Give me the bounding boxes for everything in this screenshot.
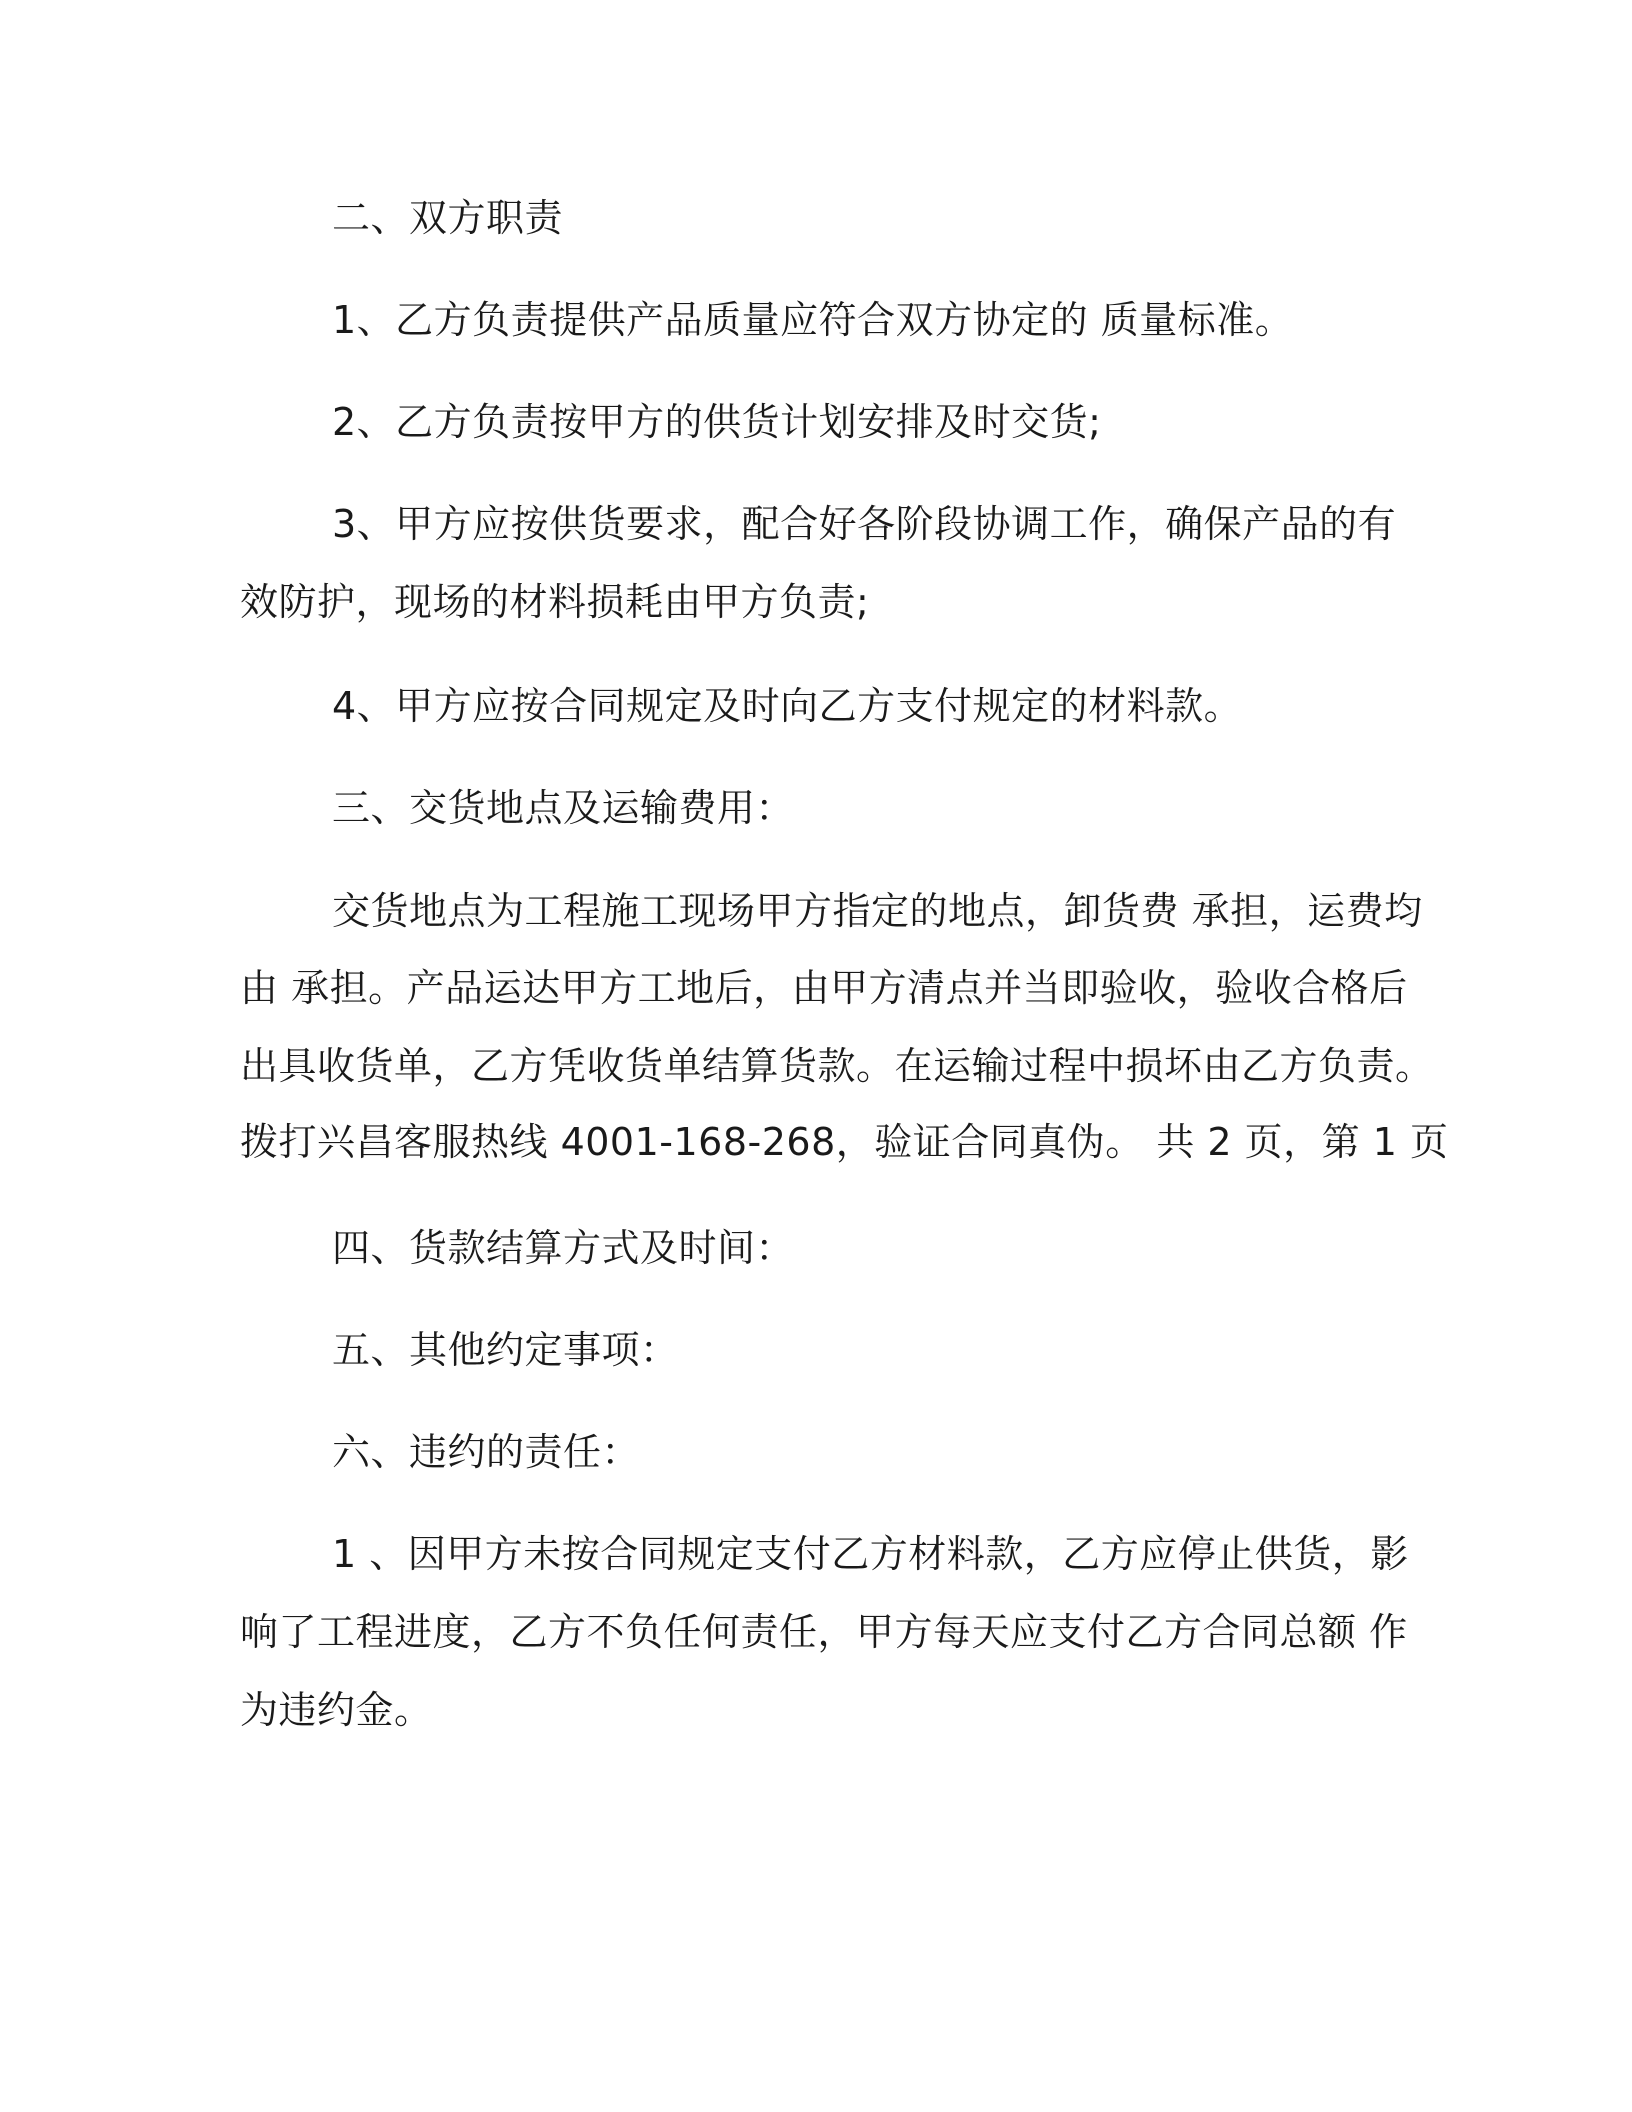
clause-2-1: 1、乙方负责提供产品质量应符合双方协定的 质量标准。 (332, 298, 1294, 342)
clause-6-1-line-3: 为违约金。 (240, 1688, 433, 1732)
clause-6-1-line-1: 1 、因甲方未按合同规定支付乙方材料款，乙方应停止供货，影 (332, 1532, 1409, 1576)
section-3-body-line-3: 出具收货单，乙方凭收货单结算货款。在运输过程中损坏由乙方负责。 (240, 1044, 1434, 1088)
section-4-heading: 四、货款结算方式及时间： (332, 1226, 795, 1270)
section-6-heading: 六、违约的责任： (332, 1430, 641, 1474)
clause-6-1-line-2: 响了工程进度，乙方不负任何责任，甲方每天应支付乙方合同总额 作 (240, 1610, 1408, 1654)
section-3-body-line-1: 交货地点为工程施工现场甲方指定的地点，卸货费 承担，运费均 (332, 889, 1423, 933)
section-3-body-line-4: 拨打兴昌客服热线 4001-168-268，验证合同真伪。 共 2 页，第 1 页 (240, 1120, 1449, 1164)
clause-2-2: 2、乙方负责按甲方的供货计划安排及时交货; (332, 400, 1102, 444)
clause-2-3-line-1: 3、甲方应按供货要求，配合好各阶段协调工作，确保产品的有 (332, 502, 1397, 546)
section-5-heading: 五、其他约定事项： (332, 1328, 679, 1372)
clause-2-4: 4、甲方应按合同规定及时向乙方支付规定的材料款。 (332, 684, 1243, 728)
section-2-heading: 二、双方职责 (332, 196, 564, 240)
clause-2-3-line-2: 效防护，现场的材料损耗由甲方负责; (240, 580, 870, 624)
section-3-heading: 三、交货地点及运输费用： (332, 786, 795, 830)
section-3-body-line-2: 由 承担。产品运达甲方工地后，由甲方清点并当即验收，验收合格后 (240, 966, 1408, 1010)
